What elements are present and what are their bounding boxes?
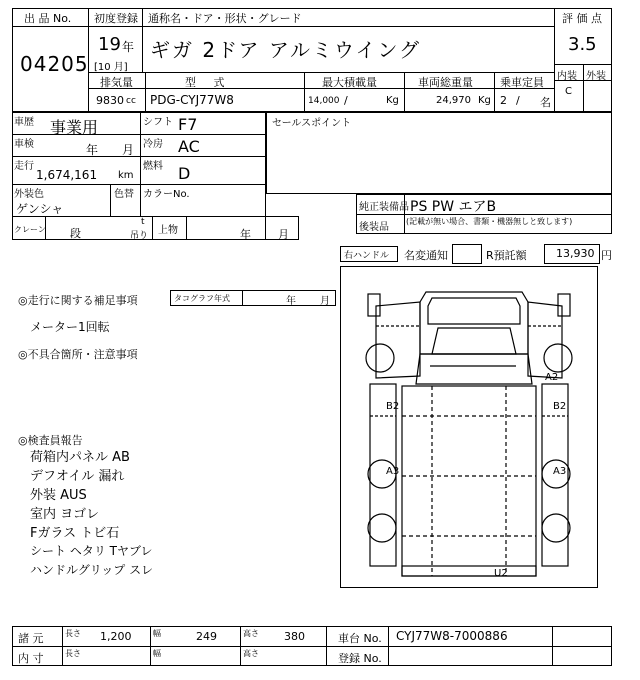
divider [110, 184, 111, 216]
mileage-label: 走行 [14, 161, 34, 172]
divider [388, 626, 389, 666]
exterior-grade-label: 外装 [586, 71, 606, 82]
genuine-label: 純正装備品 [359, 202, 409, 213]
gross-weight-label: 車両総重量 [418, 76, 473, 89]
inspector-line: シート ヘタリ Tヤブレ [30, 544, 153, 558]
capacity-value: 2 [500, 94, 507, 107]
gross-weight-unit: Kg [478, 95, 491, 106]
divider [88, 72, 554, 73]
truck-diagram [340, 266, 598, 588]
divider [140, 112, 141, 184]
capacity-label: 乗車定員 [500, 76, 544, 89]
divider [140, 184, 141, 216]
refund-value: 13,930 [556, 247, 595, 260]
tachograph-label: タコグラフ年式 [174, 294, 230, 303]
tachograph-year: 年 [286, 296, 296, 307]
refund-label: R預託額 [486, 249, 527, 262]
max-load-slash: / [344, 94, 348, 107]
length-label: 長さ [65, 629, 81, 638]
crane-hoist: 吊り [130, 231, 149, 241]
divider [404, 72, 405, 112]
mounted-field [152, 216, 299, 240]
mounted-label: 上物 [158, 225, 178, 236]
divider [12, 184, 266, 185]
inspector-line: 外装 AUS [30, 488, 87, 503]
damage-mark-b2-left: B2 [386, 401, 400, 412]
divider [12, 156, 266, 157]
max-load-value: 14,000 [308, 96, 340, 106]
score-label: 評 価 点 [562, 12, 602, 25]
divider [494, 72, 495, 112]
inspector-line: デフオイル 漏れ [30, 469, 125, 484]
divider [88, 88, 554, 89]
inspector-line: 室内 ヨゴレ [30, 507, 100, 522]
capacity-unit: 名 [540, 96, 551, 109]
refund-unit: 円 [601, 249, 612, 262]
tachograph-month: 月 [320, 296, 330, 307]
divider [326, 626, 327, 666]
divider [62, 626, 63, 666]
mileage-value: 1,674,161 [36, 168, 98, 182]
gross-weight-value: 24,970 [436, 95, 471, 106]
divider [554, 8, 555, 112]
model-value: PDG-CYJ77W8 [150, 93, 234, 107]
mileage-unit: km [118, 170, 134, 181]
divider [142, 8, 143, 72]
divider [583, 64, 584, 112]
max-load-unit: Kg [386, 95, 399, 106]
registration-label: 登録 No. [338, 652, 382, 665]
lot-number: 04205 [20, 52, 89, 76]
inspection-month: 月 [122, 143, 135, 157]
color-no-label: カラーNo. [143, 189, 190, 200]
length-value: 1,200 [100, 630, 132, 643]
inspector-line: ハンドルグリップ スレ [30, 563, 154, 577]
genuine-value: PS PW エアB [410, 199, 497, 215]
divider [304, 72, 305, 112]
shift-value: F7 [178, 115, 198, 134]
height-label: 高さ [243, 629, 259, 638]
interior-grade-label: 内装 [557, 71, 577, 82]
damage-mark-b2-right: B2 [553, 401, 567, 412]
fuel-label: 燃料 [143, 161, 163, 172]
height-value: 380 [284, 630, 305, 643]
interior-grade: C [565, 86, 572, 97]
divider [12, 26, 88, 27]
score-value: 3.5 [568, 34, 597, 55]
divider [145, 72, 146, 112]
ext-color-value: ゲンシャ [16, 202, 64, 216]
capacity-slash: / [516, 94, 520, 107]
aftermarket-label: 後装品 [359, 222, 389, 233]
specs-label: 諸 元 [18, 632, 44, 645]
aftermarket-note: (記載が無い場合、書類・機器無しと致します) [406, 217, 573, 226]
lot-label: 出 品 No. [24, 12, 72, 25]
first-reg-month: [10 月] [94, 62, 128, 73]
mounted-year: 年 [240, 228, 251, 241]
shift-label: シフト [143, 117, 173, 128]
damage-mark-u2: U2 [494, 568, 508, 579]
chassis-label: 車台 No. [338, 632, 382, 645]
running-header: ◎走行に関する補足事項 [18, 294, 138, 307]
history-value: 事業用 [50, 118, 99, 137]
divider [242, 290, 243, 306]
defects-header: ◎不具合箇所・注意事項 [18, 348, 138, 361]
handle-label: 右ハンドル [344, 251, 390, 261]
first-reg-year: 19 [98, 34, 121, 55]
chassis-value: CYJ77W8-7000886 [396, 629, 508, 643]
color-change-label: 色替 [114, 189, 134, 200]
divider [150, 626, 151, 666]
max-load-label: 最大積載量 [322, 76, 377, 89]
year-unit: 年 [122, 40, 135, 54]
vehicle-name: ギガ 2ドア アルミウイング [150, 38, 422, 62]
crane-stage: 段 [70, 227, 81, 240]
height-label-inner: 高さ [243, 649, 259, 658]
first-reg-label: 初度登録 [94, 12, 138, 25]
inspector-header: ◎検査員報告 [18, 434, 83, 447]
model-label: 型 式 [185, 76, 225, 89]
model-desc-label: 通称名・ドア・形状・グレード [148, 12, 302, 25]
damage-mark-a2: A2 [545, 372, 559, 383]
inspection-year: 年 [86, 143, 99, 157]
crane-label: クレーン [14, 225, 46, 234]
length-label-inner: 長さ [65, 649, 81, 658]
divider [12, 646, 612, 647]
ext-color-label: 外装色 [14, 189, 44, 200]
mounted-month: 月 [278, 228, 289, 241]
name-change-box [452, 244, 482, 264]
ac-value: AC [178, 137, 200, 156]
inspector-line: 荷箱内パネル AB [30, 450, 130, 465]
running-note: メーター1回転 [30, 320, 110, 334]
name-change-label: 名変通知 [404, 249, 448, 262]
history-label: 車歴 [14, 117, 34, 128]
damage-mark-a3-left: A3 [386, 466, 400, 477]
inspector-line: Fガラス トビ石 [30, 526, 120, 541]
displacement-unit: cc [126, 96, 136, 106]
damage-mark-a3-right: A3 [553, 466, 567, 477]
displacement-value: 9830 [96, 94, 124, 107]
displacement-label: 排気量 [100, 76, 133, 89]
divider [88, 26, 554, 27]
width-label: 幅 [153, 629, 161, 638]
width-label-inner: 幅 [153, 649, 161, 658]
ac-label: 冷房 [143, 139, 163, 150]
fuel-value: D [178, 164, 191, 183]
crane-t: t [141, 217, 145, 227]
inspection-label: 車検 [14, 139, 34, 150]
width-value: 249 [196, 630, 217, 643]
sales-point-label: セールスポイント [272, 118, 352, 129]
divider [240, 626, 241, 666]
divider [552, 626, 553, 666]
inner-label: 内 寸 [18, 652, 44, 665]
